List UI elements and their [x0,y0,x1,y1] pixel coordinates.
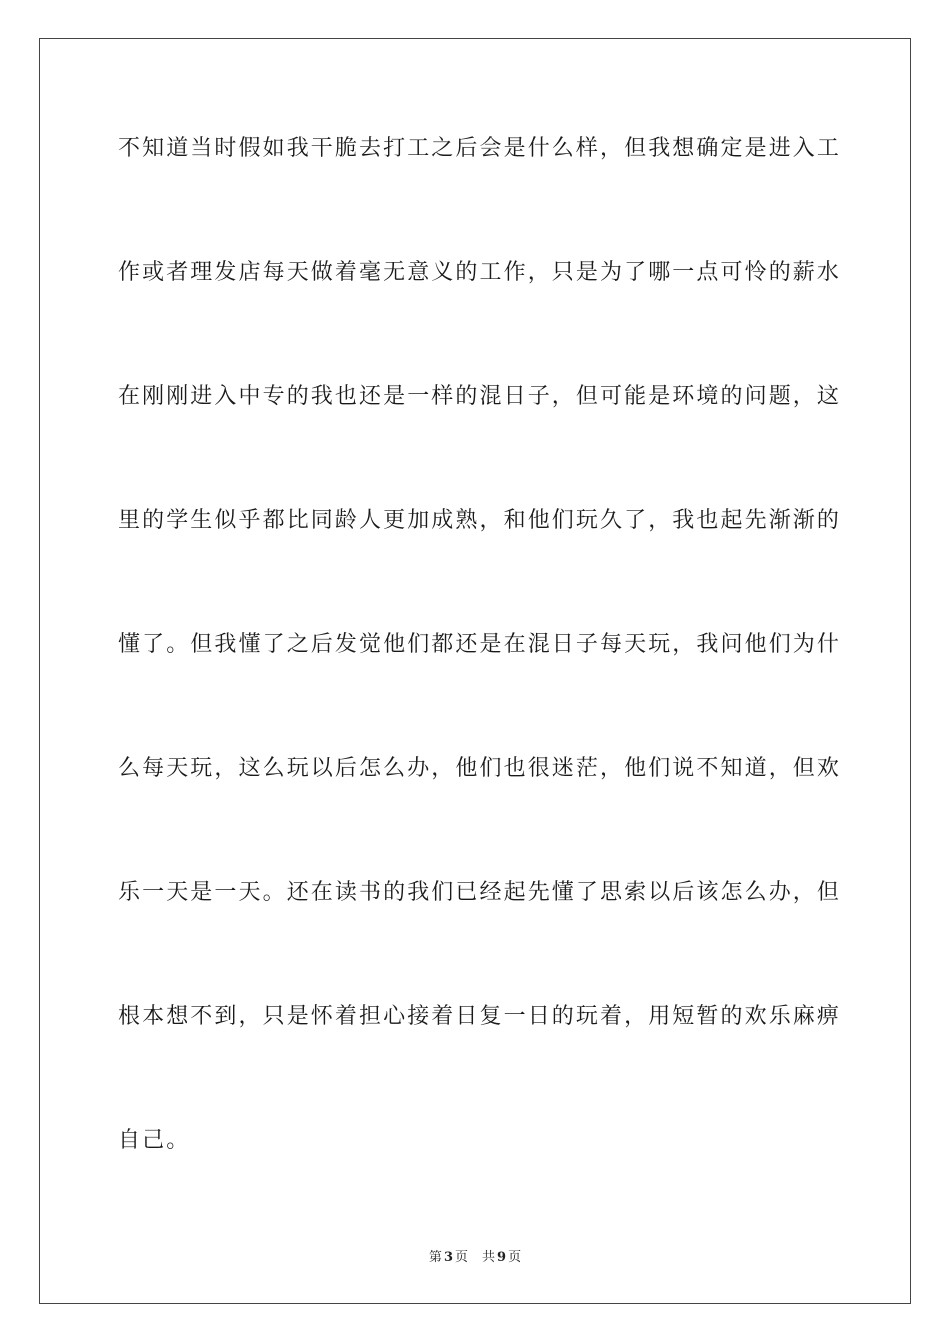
text-line: 不知道当时假如我干脆去打工之后会是什么样，但我想确定是进入工 [118,136,842,161]
current-page-number: 3 [443,1250,453,1265]
text-line: 懂了。但我懂了之后发觉他们都还是在混日子每天玩，我问他们为什 [118,632,842,657]
page-prefix: 第 [428,1250,442,1265]
total-suffix: 页 [508,1250,522,1265]
total-prefix: 共 [482,1250,496,1265]
page-suffix: 页 [454,1250,468,1265]
text-line: 乐一天是一天。还在读书的我们已经起先懂了思索以后该怎么办，但 [118,880,842,905]
text-line: 根本想不到，只是怀着担心接着日复一日的玩着，用短暂的欢乐麻痹 [118,1004,842,1029]
document-body [118,124,842,1240]
total-pages-number: 9 [497,1250,507,1265]
page-footer [0,1246,950,1265]
text-line: 里的学生似乎都比同龄人更加成熟，和他们玩久了，我也起先渐渐的 [118,508,842,533]
text-line: 在刚刚进入中专的我也还是一样的混日子，但可能是环境的问题，这 [118,384,842,409]
text-line: 么每天玩，这么玩以后怎么办，他们也很迷茫，他们说不知道，但欢 [118,756,842,781]
text-line: 作或者理发店每天做着毫无意义的工作，只是为了哪一点可怜的薪水 [118,260,842,285]
text-line: 自己。 [118,1128,191,1153]
